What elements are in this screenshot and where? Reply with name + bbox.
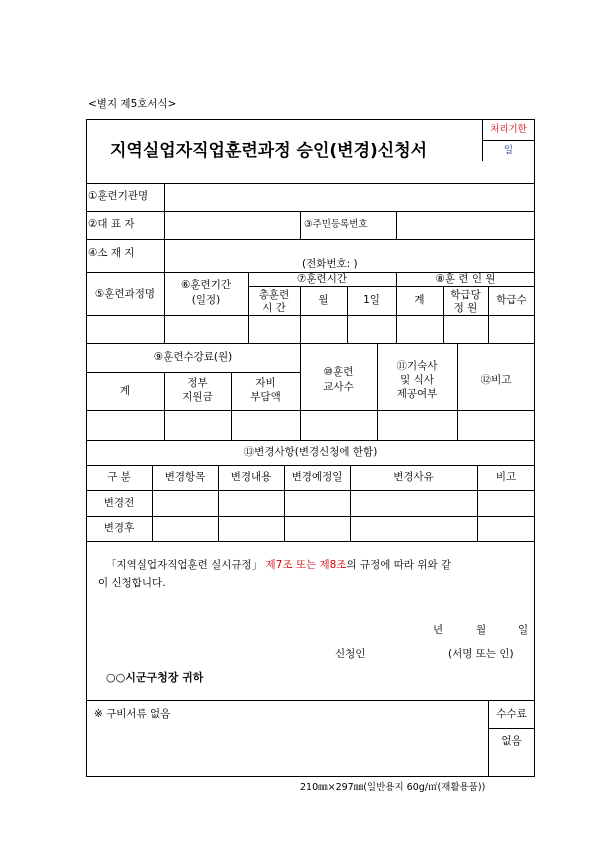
applicant-label: 신청인 (335, 648, 366, 660)
statement-line-1 (106, 559, 451, 572)
statement-articles: 제7조 또는 제8조 (265, 559, 347, 571)
date-month: 월 (476, 624, 487, 636)
gov-support-header: 정부 (187, 377, 208, 389)
total-hours-header: 총훈련 (258, 289, 290, 301)
date-day: 일 (518, 624, 529, 636)
representative-label: ②대 표 자 (88, 218, 135, 230)
fee-header: ⑨훈련수강료(원) (153, 351, 233, 363)
period-header: ⑥훈련기간 (181, 279, 231, 291)
statement-rest: 의 규정에 따라 위와 같 (346, 559, 452, 571)
statement-line-2: 이 신청합니다. (98, 577, 166, 589)
registration-number-label: ③주민등록번호 (304, 219, 368, 230)
addressee: ○○시군구청장 귀하 (106, 671, 204, 684)
attachments-note: ※ 구비서류 없음 (94, 708, 171, 720)
statement-regulation: 「지역실업자직업훈련 실시규정」 (106, 559, 263, 571)
teachers-header-2: 교사수 (323, 381, 354, 393)
changes-header-category: 구 분 (107, 471, 131, 483)
dormitory-header-2: 및 식사 (400, 374, 434, 386)
changes-header-note: 비고 (495, 471, 517, 483)
changes-header-content: 변경내용 (230, 471, 272, 483)
day-hours-header: 1일 (363, 294, 380, 306)
self-pay-header: 자비 (255, 377, 276, 389)
changes-header-item: 변경항목 (164, 471, 206, 483)
remarks-header: ⑫비고 (480, 374, 512, 386)
course-name-header: ⑤훈련과정명 (94, 288, 156, 300)
month-hours-header: 월 (318, 294, 329, 306)
changes-header-date: 변경예정일 (291, 471, 343, 483)
headcount-header: ⑧훈 련 인 원 (435, 273, 496, 285)
row-before-label: 변경전 (103, 497, 135, 509)
self-pay-header-2: 부담액 (250, 391, 281, 403)
address-label: ④소 재 지 (88, 247, 135, 259)
per-class-header: 학급당 (450, 289, 481, 301)
class-count-header: 학급수 (496, 294, 527, 306)
form-title: 지역실업자직업훈련과정 승인(변경)신청서 (110, 141, 428, 161)
headcount-total-header: 계 (414, 294, 425, 306)
signature-label: (서명 또는 인) (448, 648, 514, 660)
teachers-header: ⑩훈련 (323, 366, 354, 378)
dormitory-header-3: 제공여부 (396, 388, 438, 400)
per-class-header-2: 정 원 (453, 302, 478, 314)
form-reference: <별지 제5호서식> (88, 98, 177, 110)
fee-label: 수수료 (496, 708, 527, 720)
hours-header: ⑦훈련시간 (297, 273, 347, 285)
gov-support-header-2: 지원금 (182, 391, 213, 403)
institution-name-label: ①훈련기관명 (88, 190, 149, 202)
fee-total-header: 계 (119, 385, 131, 397)
changes-title: ⑬변경사항(변경신청에 한함) (243, 446, 378, 458)
total-hours-header-2: 시 간 (262, 302, 286, 314)
dormitory-header: ⑪기숙사 (396, 360, 438, 372)
paper-spec: 210㎜×297㎜(일반용지 60g/㎡(재활용품)) (300, 782, 486, 793)
period-schedule-header: (일정) (191, 294, 221, 306)
deadline-value: 일 (503, 145, 514, 156)
row-after-label: 변경후 (103, 522, 135, 534)
fee-value: 없음 (501, 735, 522, 747)
date-year: 년 (433, 624, 444, 636)
deadline-label: 처리기한 (490, 124, 527, 135)
phone-label: (전화번호: ) (302, 258, 358, 270)
changes-header-reason: 변경사유 (393, 471, 434, 483)
